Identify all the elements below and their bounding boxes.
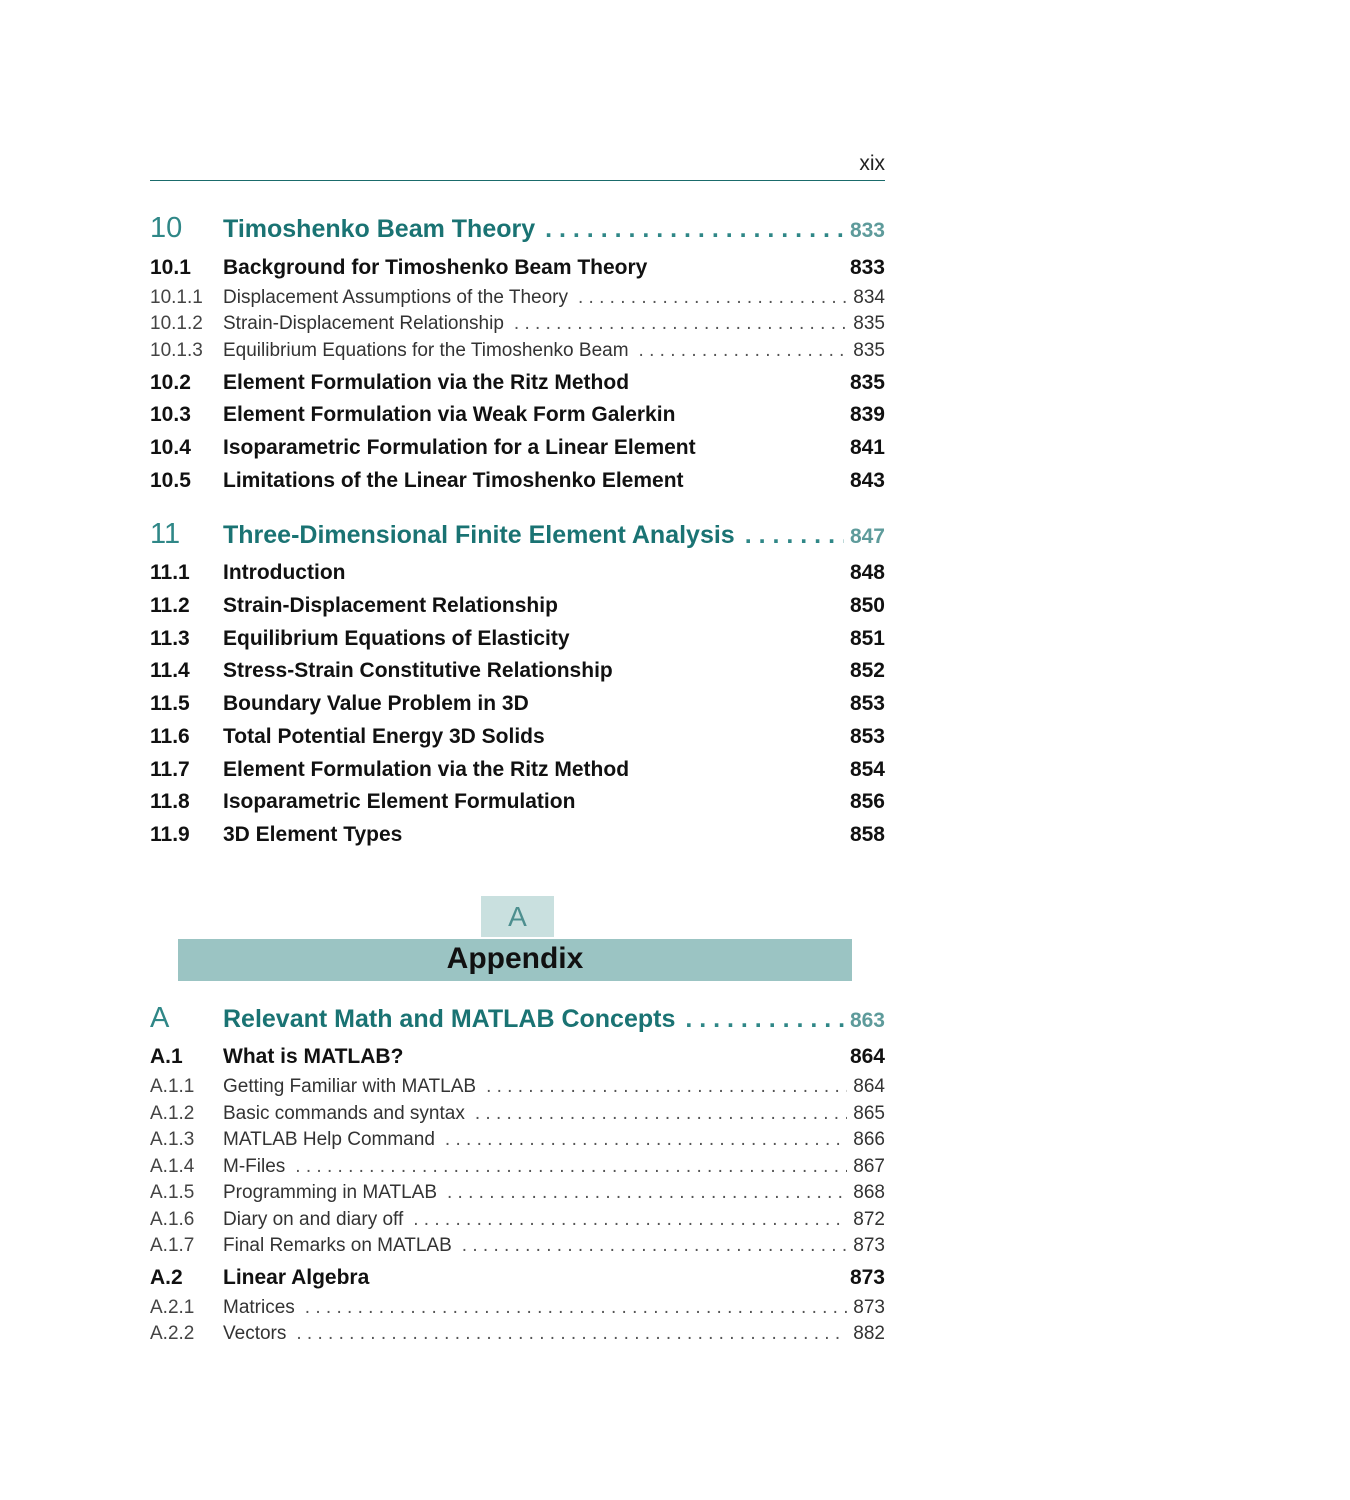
subsection-page: 834 bbox=[853, 287, 885, 308]
dot-leader bbox=[447, 1182, 847, 1204]
section-page: 833 bbox=[849, 256, 885, 279]
section-page: 835 bbox=[849, 371, 885, 394]
toc-subsection-a-1-5[interactable] bbox=[150, 1182, 885, 1204]
section-title: Isoparametric Element Formulation bbox=[223, 790, 576, 813]
subsection-title: Strain-Displacement Relationship bbox=[223, 313, 504, 334]
section-title: Element Formulation via Weak Form Galerkin bbox=[223, 403, 676, 426]
toc-chapter-11[interactable] bbox=[150, 518, 885, 551]
subsection-title: MATLAB Help Command bbox=[223, 1129, 435, 1150]
subsection-title: Equilibrium Equations for the Timoshenko Beam bbox=[223, 340, 629, 361]
dot-leader bbox=[413, 1209, 847, 1231]
chapter-number: 10 bbox=[150, 212, 183, 244]
subsection-page: 864 bbox=[853, 1076, 885, 1097]
section-page: 873 bbox=[849, 1266, 885, 1289]
section-number: 11.8 bbox=[150, 790, 190, 813]
subsection-title: Getting Familiar with MATLAB bbox=[223, 1076, 477, 1097]
section-title: Background for Timoshenko Beam Theory bbox=[223, 256, 648, 279]
chapter-page: 863 bbox=[849, 1009, 885, 1032]
dot-leader bbox=[578, 287, 847, 309]
toc-section-10-5[interactable] bbox=[150, 469, 885, 493]
toc-section-11-5[interactable] bbox=[150, 692, 885, 716]
toc-chapter-10[interactable] bbox=[150, 212, 885, 245]
section-number: 10.1 bbox=[150, 256, 191, 279]
section-title: Strain-Displacement Relationship bbox=[223, 594, 558, 617]
section-page: 841 bbox=[849, 436, 885, 459]
toc-section-11-2[interactable] bbox=[150, 594, 885, 618]
chapter-number: A bbox=[150, 1002, 170, 1034]
section-page: 851 bbox=[849, 627, 885, 650]
subsection-title: Vectors bbox=[223, 1323, 287, 1344]
section-title: Boundary Value Problem in 3D bbox=[223, 692, 529, 715]
subsection-number: 10.1.2 bbox=[150, 313, 203, 334]
subsection-number: A.2.2 bbox=[150, 1323, 195, 1344]
dot-leader bbox=[514, 313, 847, 335]
section-number: 11.7 bbox=[150, 758, 190, 781]
toc-subsection-a-1-6[interactable] bbox=[150, 1209, 885, 1231]
toc-subsection-10-1-3[interactable] bbox=[150, 340, 885, 362]
subsection-title: Programming in MATLAB bbox=[223, 1182, 437, 1203]
dot-leader bbox=[462, 1235, 848, 1257]
section-number: 11.5 bbox=[150, 692, 190, 715]
section-title: Total Potential Energy 3D Solids bbox=[223, 725, 545, 748]
chapter-number: 11 bbox=[150, 518, 181, 550]
toc-subsection-a-2-2[interactable] bbox=[150, 1323, 885, 1345]
subsection-title: Basic commands and syntax bbox=[223, 1103, 465, 1124]
toc-subsection-a-1-7[interactable] bbox=[150, 1235, 885, 1257]
section-title: Element Formulation via the Ritz Method bbox=[223, 371, 630, 394]
toc-section-11-6[interactable] bbox=[150, 725, 885, 749]
dot-leader bbox=[545, 215, 844, 244]
section-number: A.1 bbox=[150, 1045, 183, 1068]
subsection-title: M-Files bbox=[223, 1156, 286, 1177]
section-title: Introduction bbox=[223, 561, 346, 584]
subsection-page: 865 bbox=[853, 1103, 885, 1124]
toc-section-11-8[interactable] bbox=[150, 790, 885, 814]
section-title: What is MATLAB? bbox=[223, 1045, 404, 1068]
section-page: 864 bbox=[849, 1045, 885, 1068]
chapter-title: Relevant Math and MATLAB Concepts bbox=[223, 1005, 676, 1033]
section-number: A.2 bbox=[150, 1266, 183, 1289]
toc-section-11-9[interactable] bbox=[150, 823, 885, 847]
subsection-title: Diary on and diary off bbox=[223, 1209, 404, 1230]
section-page: 853 bbox=[849, 692, 885, 715]
subsection-number: A.1.4 bbox=[150, 1156, 195, 1177]
subsection-page: 873 bbox=[853, 1235, 885, 1256]
subsection-number: A.2.1 bbox=[150, 1297, 195, 1318]
chapter-page: 847 bbox=[849, 525, 885, 548]
toc-subsection-10-1-1[interactable] bbox=[150, 287, 885, 309]
section-page: 858 bbox=[849, 823, 885, 846]
subsection-number: A.1.6 bbox=[150, 1209, 195, 1230]
toc-appendix-a[interactable] bbox=[150, 1002, 885, 1035]
subsection-number: 10.1.3 bbox=[150, 340, 203, 361]
subsection-page: 868 bbox=[853, 1182, 885, 1203]
section-title: Element Formulation via the Ritz Method bbox=[223, 758, 630, 781]
subsection-page: 835 bbox=[853, 340, 885, 361]
dot-leader bbox=[745, 521, 844, 550]
section-title: Stress-Strain Constitutive Relationship bbox=[223, 659, 613, 682]
section-page: 848 bbox=[849, 561, 885, 584]
toc-subsection-a-2-1[interactable] bbox=[150, 1297, 885, 1319]
chapter-page: 833 bbox=[849, 219, 885, 242]
toc-subsection-10-1-2[interactable] bbox=[150, 313, 885, 335]
toc-section-10-3[interactable] bbox=[150, 403, 885, 427]
section-title: Isoparametric Formulation for a Linear Element bbox=[223, 436, 696, 459]
subsection-page: 867 bbox=[853, 1156, 885, 1177]
section-number: 10.2 bbox=[150, 371, 191, 394]
appendix-tab-letter: A bbox=[481, 896, 554, 937]
section-number: 11.3 bbox=[150, 627, 190, 650]
section-page: 852 bbox=[849, 659, 885, 682]
toc-section-10-2[interactable] bbox=[150, 371, 885, 395]
subsection-number: A.1.5 bbox=[150, 1182, 195, 1203]
section-number: 11.2 bbox=[150, 594, 190, 617]
subsection-page: 872 bbox=[853, 1209, 885, 1230]
appendix-banner: Appendix bbox=[178, 939, 852, 981]
toc-section-10-1[interactable] bbox=[150, 256, 885, 280]
page-number: xix bbox=[859, 152, 885, 175]
toc-section-a-2[interactable] bbox=[150, 1266, 885, 1290]
toc-subsection-a-1-2[interactable] bbox=[150, 1103, 885, 1125]
section-page: 853 bbox=[849, 725, 885, 748]
section-page: 839 bbox=[849, 403, 885, 426]
toc-section-11-1[interactable] bbox=[150, 561, 885, 585]
chapter-title: Timoshenko Beam Theory bbox=[223, 215, 536, 243]
dot-leader bbox=[486, 1076, 847, 1098]
dot-leader bbox=[685, 1005, 844, 1034]
section-number: 11.9 bbox=[150, 823, 190, 846]
subsection-page: 873 bbox=[853, 1297, 885, 1318]
toc-section-11-4[interactable] bbox=[150, 659, 885, 683]
section-number: 10.3 bbox=[150, 403, 191, 426]
subsection-page: 835 bbox=[853, 313, 885, 334]
toc-subsection-a-1-1[interactable] bbox=[150, 1076, 885, 1098]
section-number: 11.1 bbox=[150, 561, 190, 584]
toc-subsection-a-1-3[interactable] bbox=[150, 1129, 885, 1151]
subsection-page: 866 bbox=[853, 1129, 885, 1150]
section-number: 10.4 bbox=[150, 436, 191, 459]
section-number: 10.5 bbox=[150, 469, 191, 492]
section-number: 11.4 bbox=[150, 659, 190, 682]
dot-leader bbox=[295, 1156, 847, 1178]
section-page: 856 bbox=[849, 790, 885, 813]
subsection-number: 10.1.1 bbox=[150, 287, 203, 308]
subsection-page: 882 bbox=[853, 1323, 885, 1344]
dot-leader bbox=[445, 1129, 847, 1151]
toc-section-10-4[interactable] bbox=[150, 436, 885, 460]
dot-leader bbox=[639, 340, 848, 362]
subsection-number: A.1.1 bbox=[150, 1076, 195, 1097]
section-title: Linear Algebra bbox=[223, 1266, 370, 1289]
header-rule bbox=[150, 180, 885, 181]
section-page: 843 bbox=[849, 469, 885, 492]
dot-leader bbox=[296, 1323, 847, 1345]
section-title: 3D Element Types bbox=[223, 823, 403, 846]
section-title: Limitations of the Linear Timoshenko Element bbox=[223, 469, 684, 492]
section-page: 854 bbox=[849, 758, 885, 781]
chapter-title: Three-Dimensional Finite Element Analysis bbox=[223, 521, 735, 549]
toc-section-11-7[interactable] bbox=[150, 758, 885, 782]
subsection-number: A.1.7 bbox=[150, 1235, 195, 1256]
dot-leader bbox=[305, 1297, 848, 1319]
section-page: 850 bbox=[849, 594, 885, 617]
toc-section-a-1[interactable] bbox=[150, 1045, 885, 1069]
subsection-title: Displacement Assumptions of the Theory bbox=[223, 287, 568, 308]
subsection-number: A.1.3 bbox=[150, 1129, 195, 1150]
subsection-title: Matrices bbox=[223, 1297, 295, 1318]
section-number: 11.6 bbox=[150, 725, 190, 748]
toc-subsection-a-1-4[interactable] bbox=[150, 1156, 885, 1178]
dot-leader bbox=[475, 1103, 847, 1125]
section-title: Equilibrium Equations of Elasticity bbox=[223, 627, 570, 650]
toc-section-11-3[interactable] bbox=[150, 627, 885, 651]
subsection-title: Final Remarks on MATLAB bbox=[223, 1235, 452, 1256]
subsection-number: A.1.2 bbox=[150, 1103, 195, 1124]
